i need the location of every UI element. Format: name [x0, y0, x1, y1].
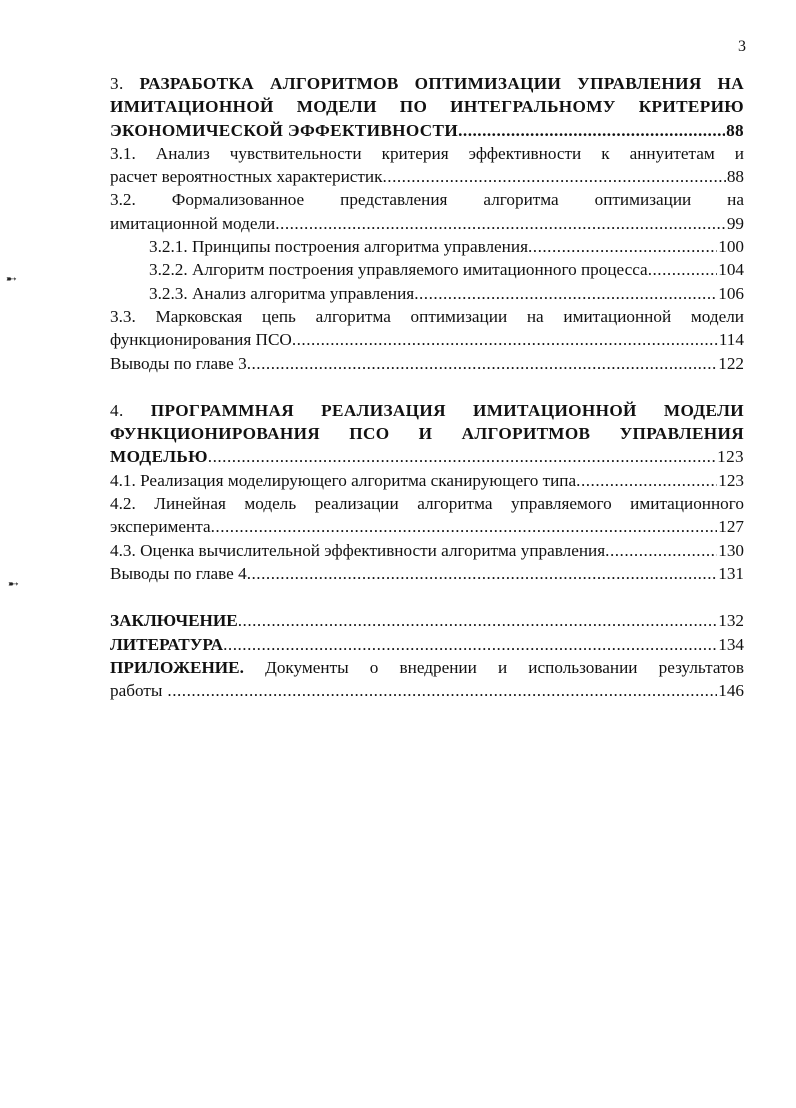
toc-entry-4-3[interactable]: 4.3. Оценка вычислительной эффективности алгоритма управления ..... 130 [110, 539, 744, 562]
chapter-3-heading-line-2[interactable]: ИМИТАЦИОННОЙ МОДЕЛИ ПО ИНТЕГРАЛЬНОМУ КРИТЕРИЮ [110, 97, 744, 117]
page-ref: 146 [718, 681, 744, 701]
page-ref: 114 [718, 330, 744, 350]
toc-entry-appendix-line-1[interactable]: ПРИЛОЖЕНИЕ. Документы о внедрении и использовании результатов [110, 657, 745, 677]
scan-artifact-arrow-icon: ➸ [6, 271, 17, 286]
toc-entry-literature[interactable]: ЛИТЕРАТУРА ..... 134 [110, 633, 744, 656]
dot-leader [208, 445, 716, 468]
chapter-number: 3. [110, 74, 124, 93]
toc-entry-3-2-line-2[interactable]: имитационной модели ..... 99 [110, 212, 744, 235]
dot-leader [167, 679, 717, 702]
spacer [110, 585, 744, 609]
toc-entry-3-1-line-1[interactable]: 3.1. Анализ чувствительности критерия эффективности к аннуитетам и [110, 143, 744, 163]
toc-entry-4-2-line-1[interactable]: 4.2. Линейная модель реализации алгоритма управляемого имитационного [110, 494, 744, 514]
page-ref: 106 [718, 283, 744, 303]
toc-entry-3-3-line-2[interactable]: функционирования ПСО ..... 114 [110, 328, 744, 351]
dot-leader [576, 469, 717, 492]
chapter-number: 4. [110, 400, 124, 420]
page-ref: 123 [717, 447, 744, 467]
toc-entry-conclusions-3[interactable]: Выводы по главе 3 ..... 122 [110, 352, 744, 375]
chapter-4-heading-line-3[interactable]: МОДЕЛЬЮ ..... 123 [110, 445, 744, 468]
toc-entry-conclusion[interactable]: ЗАКЛЮЧЕНИЕ ..... 132 [110, 609, 744, 632]
toc-entry-4-1[interactable]: 4.1. Реализация моделирующего алгоритма сканирующего типа ..... 123 [110, 469, 744, 492]
dot-leader [528, 235, 717, 258]
toc-entry-conclusions-4[interactable]: Выводы по главе 4 ..... 131 [110, 562, 744, 585]
toc-entry-3-2-1[interactable]: 3.2.1. Принципы построения алгоритма управления ..... 100 [110, 235, 744, 258]
chapter-4-heading-line-1[interactable]: 4. ПРОГРАММНАЯ РЕАЛИЗАЦИЯ ИМИТАЦИОННОЙ МОДЕЛИ [110, 400, 744, 420]
page-ref: 123 [718, 470, 744, 490]
page-ref: 130 [718, 540, 744, 560]
chapter-3-heading-line-3[interactable]: ЭКОНОМИЧЕСКОЙ ЭФФЕКТИВНОСТИ ..... 88 [110, 119, 744, 142]
table-of-contents [110, 72, 744, 702]
spacer [110, 375, 744, 399]
chapter-3-heading-line-1[interactable]: 3. РАЗРАБОТКА АЛГОРИТМОВ ОПТИМИЗАЦИИ УПРАВЛЕНИЯ НА [110, 74, 744, 93]
page-ref: 132 [718, 611, 744, 631]
toc-entry-3-2-line-1[interactable]: 3.2. Формализованное представления алгоритма оптимизации на [110, 190, 744, 210]
toc-entry-appendix-line-2[interactable]: работы ..... 146 [110, 679, 744, 702]
dot-leader [238, 609, 717, 632]
dot-leader [247, 352, 718, 375]
toc-entry-3-1-line-2[interactable]: расчет вероятностных характеристик ..... 88 [110, 165, 744, 188]
dot-leader [382, 165, 725, 188]
dot-leader [223, 633, 717, 656]
dot-leader [605, 539, 717, 562]
page-ref: 88 [726, 167, 744, 187]
page-ref: 122 [718, 353, 744, 373]
toc-entry-3-2-3[interactable]: 3.2.3. Анализ алгоритма управления ..... 106 [110, 282, 744, 305]
dot-leader [211, 515, 718, 538]
chapter-4-heading-line-2[interactable]: ФУНКЦИОНИРОВАНИЯ ПСО И АЛГОРИТМОВ УПРАВЛЕНИЯ [110, 424, 744, 444]
dot-leader [458, 119, 725, 142]
dot-leader [414, 282, 717, 305]
toc-entry-3-2-2[interactable]: 3.2.2. Алгоритм построения управляемого имитационного процесса ..... 104 [110, 258, 744, 281]
page-ref: 104 [718, 260, 744, 280]
dot-leader [275, 212, 726, 235]
scan-artifact-arrow-icon: ➸ [8, 576, 19, 591]
dot-leader [648, 258, 718, 281]
toc-entry-3-3-line-1[interactable]: 3.3. Марковская цепь алгоритма оптимизации на имитационной модели [110, 306, 744, 326]
dot-leader [247, 562, 718, 585]
dot-leader [292, 328, 718, 351]
page-ref: 88 [726, 120, 744, 140]
toc-entry-4-2-line-2[interactable]: эксперимента ..... 127 [110, 515, 744, 538]
page-ref: 100 [718, 237, 744, 257]
page-ref: 127 [718, 517, 744, 537]
page-ref: 134 [718, 634, 744, 654]
page-ref: 99 [726, 213, 744, 233]
page-number: 3 [738, 38, 746, 55]
page-ref: 131 [718, 563, 744, 583]
